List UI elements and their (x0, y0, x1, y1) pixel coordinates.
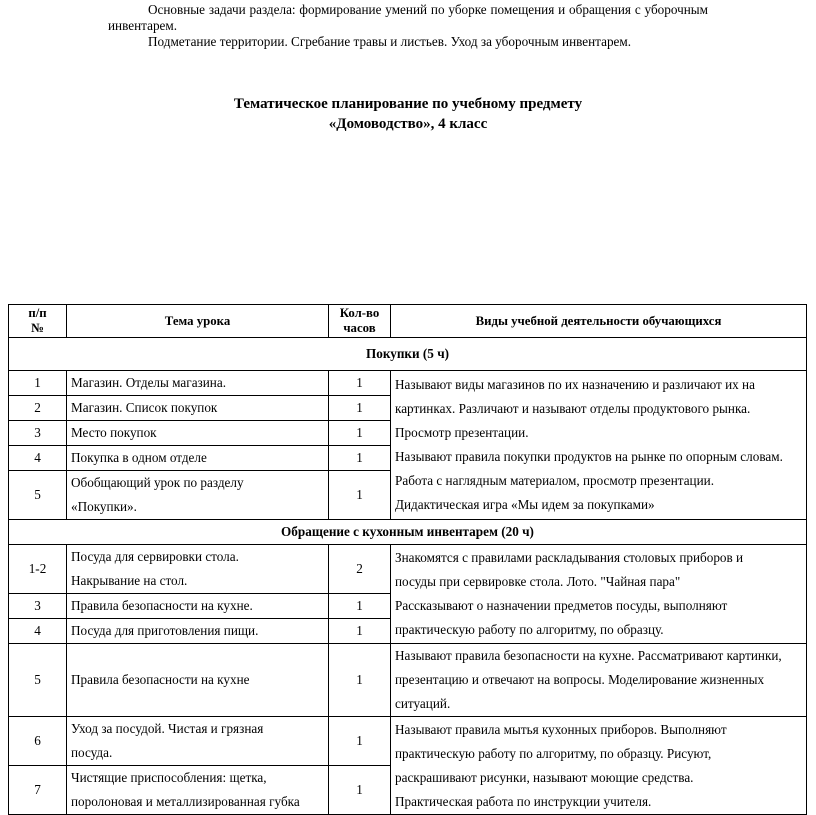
section-title: Обращение с кухонным инвентарем (20 ч) (9, 520, 807, 545)
activity-line: Называют правила безопасности на кухне. Рассматривают картинки, (395, 648, 782, 663)
row-hours: 1 (329, 619, 391, 644)
section-row-purchases (9, 338, 807, 371)
row-number: 3 (9, 421, 67, 446)
row-topic: Посуда для приготовления пищи. (67, 619, 329, 644)
activity-line: Работа с наглядным материалом, просмотр презентации. (395, 473, 715, 488)
activity-line: Знакомятся с правилами раскладывания столовых приборов и (395, 550, 744, 565)
row-number: 5 (9, 644, 67, 717)
activities-cell (391, 545, 807, 644)
activities-cell (391, 371, 807, 520)
activity-line: презентацию и отвечают на вопросы. Моделирование жизненных (395, 672, 765, 687)
planning-table (8, 304, 807, 815)
row-topic: Уход за посудой. Чистая и грязная посуда. (67, 717, 329, 766)
row-hours: 1 (329, 396, 391, 421)
activities-cell (391, 717, 807, 815)
activity-line: раскрашивают рисунки, называют моющие средства. (395, 769, 694, 785)
table-row (9, 545, 807, 594)
row-topic: Чистящие приспособления: щетка, поролоновая и металлизированная губка (67, 766, 329, 815)
section-title: Покупки (5 ч) (9, 338, 807, 371)
table-row (9, 371, 807, 396)
row-topic: Обобщающий урок по разделу «Покупки». (67, 471, 329, 520)
activity-line: Просмотр презентации. (395, 425, 529, 440)
section-row-kitchen (9, 520, 807, 545)
row-hours: 1 (329, 717, 391, 766)
row-hours: 1 (329, 421, 391, 446)
row-topic: Правила безопасности на кухне (67, 644, 329, 717)
table-row (9, 717, 807, 766)
row-topic: Правила безопасности на кухне. (67, 594, 329, 619)
row-hours: 1 (329, 644, 391, 717)
activity-line: картинках. Различают и называют отделы продуктового рынка. (395, 401, 751, 416)
row-hours: 1 (329, 471, 391, 520)
activity-line: Называют виды магазинов по их назначению и различают их на (395, 377, 755, 392)
row-hours: 2 (329, 545, 391, 594)
row-topic: Посуда для сервировки стола. Накрывание на стол. (67, 545, 329, 594)
row-hours: 1 (329, 594, 391, 619)
table-row (9, 644, 807, 717)
row-topic: Место покупок (67, 421, 329, 446)
header-topic: Тема урока (67, 305, 329, 338)
row-number: 1 (9, 371, 67, 396)
page-title-line-2: «Домоводство», 4 класс (328, 116, 488, 132)
header-number: п/п № (9, 305, 67, 338)
activity-line: практическую работу по алгоритму, по образцу. (395, 622, 664, 637)
row-topic: Магазин. Отделы магазина. (67, 371, 329, 396)
row-hours: 1 (329, 446, 391, 471)
row-number: 4 (9, 446, 67, 471)
header-hours: Кол-во часов (329, 305, 391, 338)
row-number: 7 (9, 766, 67, 815)
activity-line: практическую работу по алгоритму, по образцу. Рисуют, (395, 745, 712, 761)
activity-line: ситуаций. (395, 696, 451, 711)
table-header-row (9, 305, 807, 338)
row-number: 5 (9, 471, 67, 520)
activity-line: Называют правила покупки продуктов на рынке по опорным словам. (395, 449, 783, 464)
activity-line: посуды при сервировке стола. Лото. "Чайная пара" (395, 574, 681, 589)
row-hours: 1 (329, 766, 391, 815)
row-number: 4 (9, 619, 67, 644)
row-number: 2 (9, 396, 67, 421)
activity-line: Дидактическая игра «Мы идем за покупками» (395, 497, 655, 512)
row-topic: Покупка в одном отделе (67, 446, 329, 471)
page-title-line-1: Тематическое планирование по учебному предмету (233, 96, 583, 112)
row-hours: 1 (329, 371, 391, 396)
row-number: 6 (9, 717, 67, 766)
row-number: 3 (9, 594, 67, 619)
activity-line: Практическая работа по инструкции учителя. (395, 793, 652, 809)
header-activities: Виды учебной деятельности обучающихся (391, 305, 807, 338)
intro-paragraph-1: Основные задачи раздела: формирование умений по уборке помещения и обращения с уборочным инвентарем. (108, 2, 708, 33)
row-number: 1-2 (9, 545, 67, 594)
intro-paragraph-2: Подметание территории. Сгребание травы и листьев. Уход за уборочным инвентарем. (148, 34, 632, 49)
activity-line: Рассказывают о назначении предметов посуды, выполняют (395, 598, 728, 613)
activity-line: Называют правила мытья кухонных приборов. Выполняют (395, 721, 727, 737)
row-topic: Магазин. Список покупок (67, 396, 329, 421)
activities-cell (391, 644, 807, 717)
